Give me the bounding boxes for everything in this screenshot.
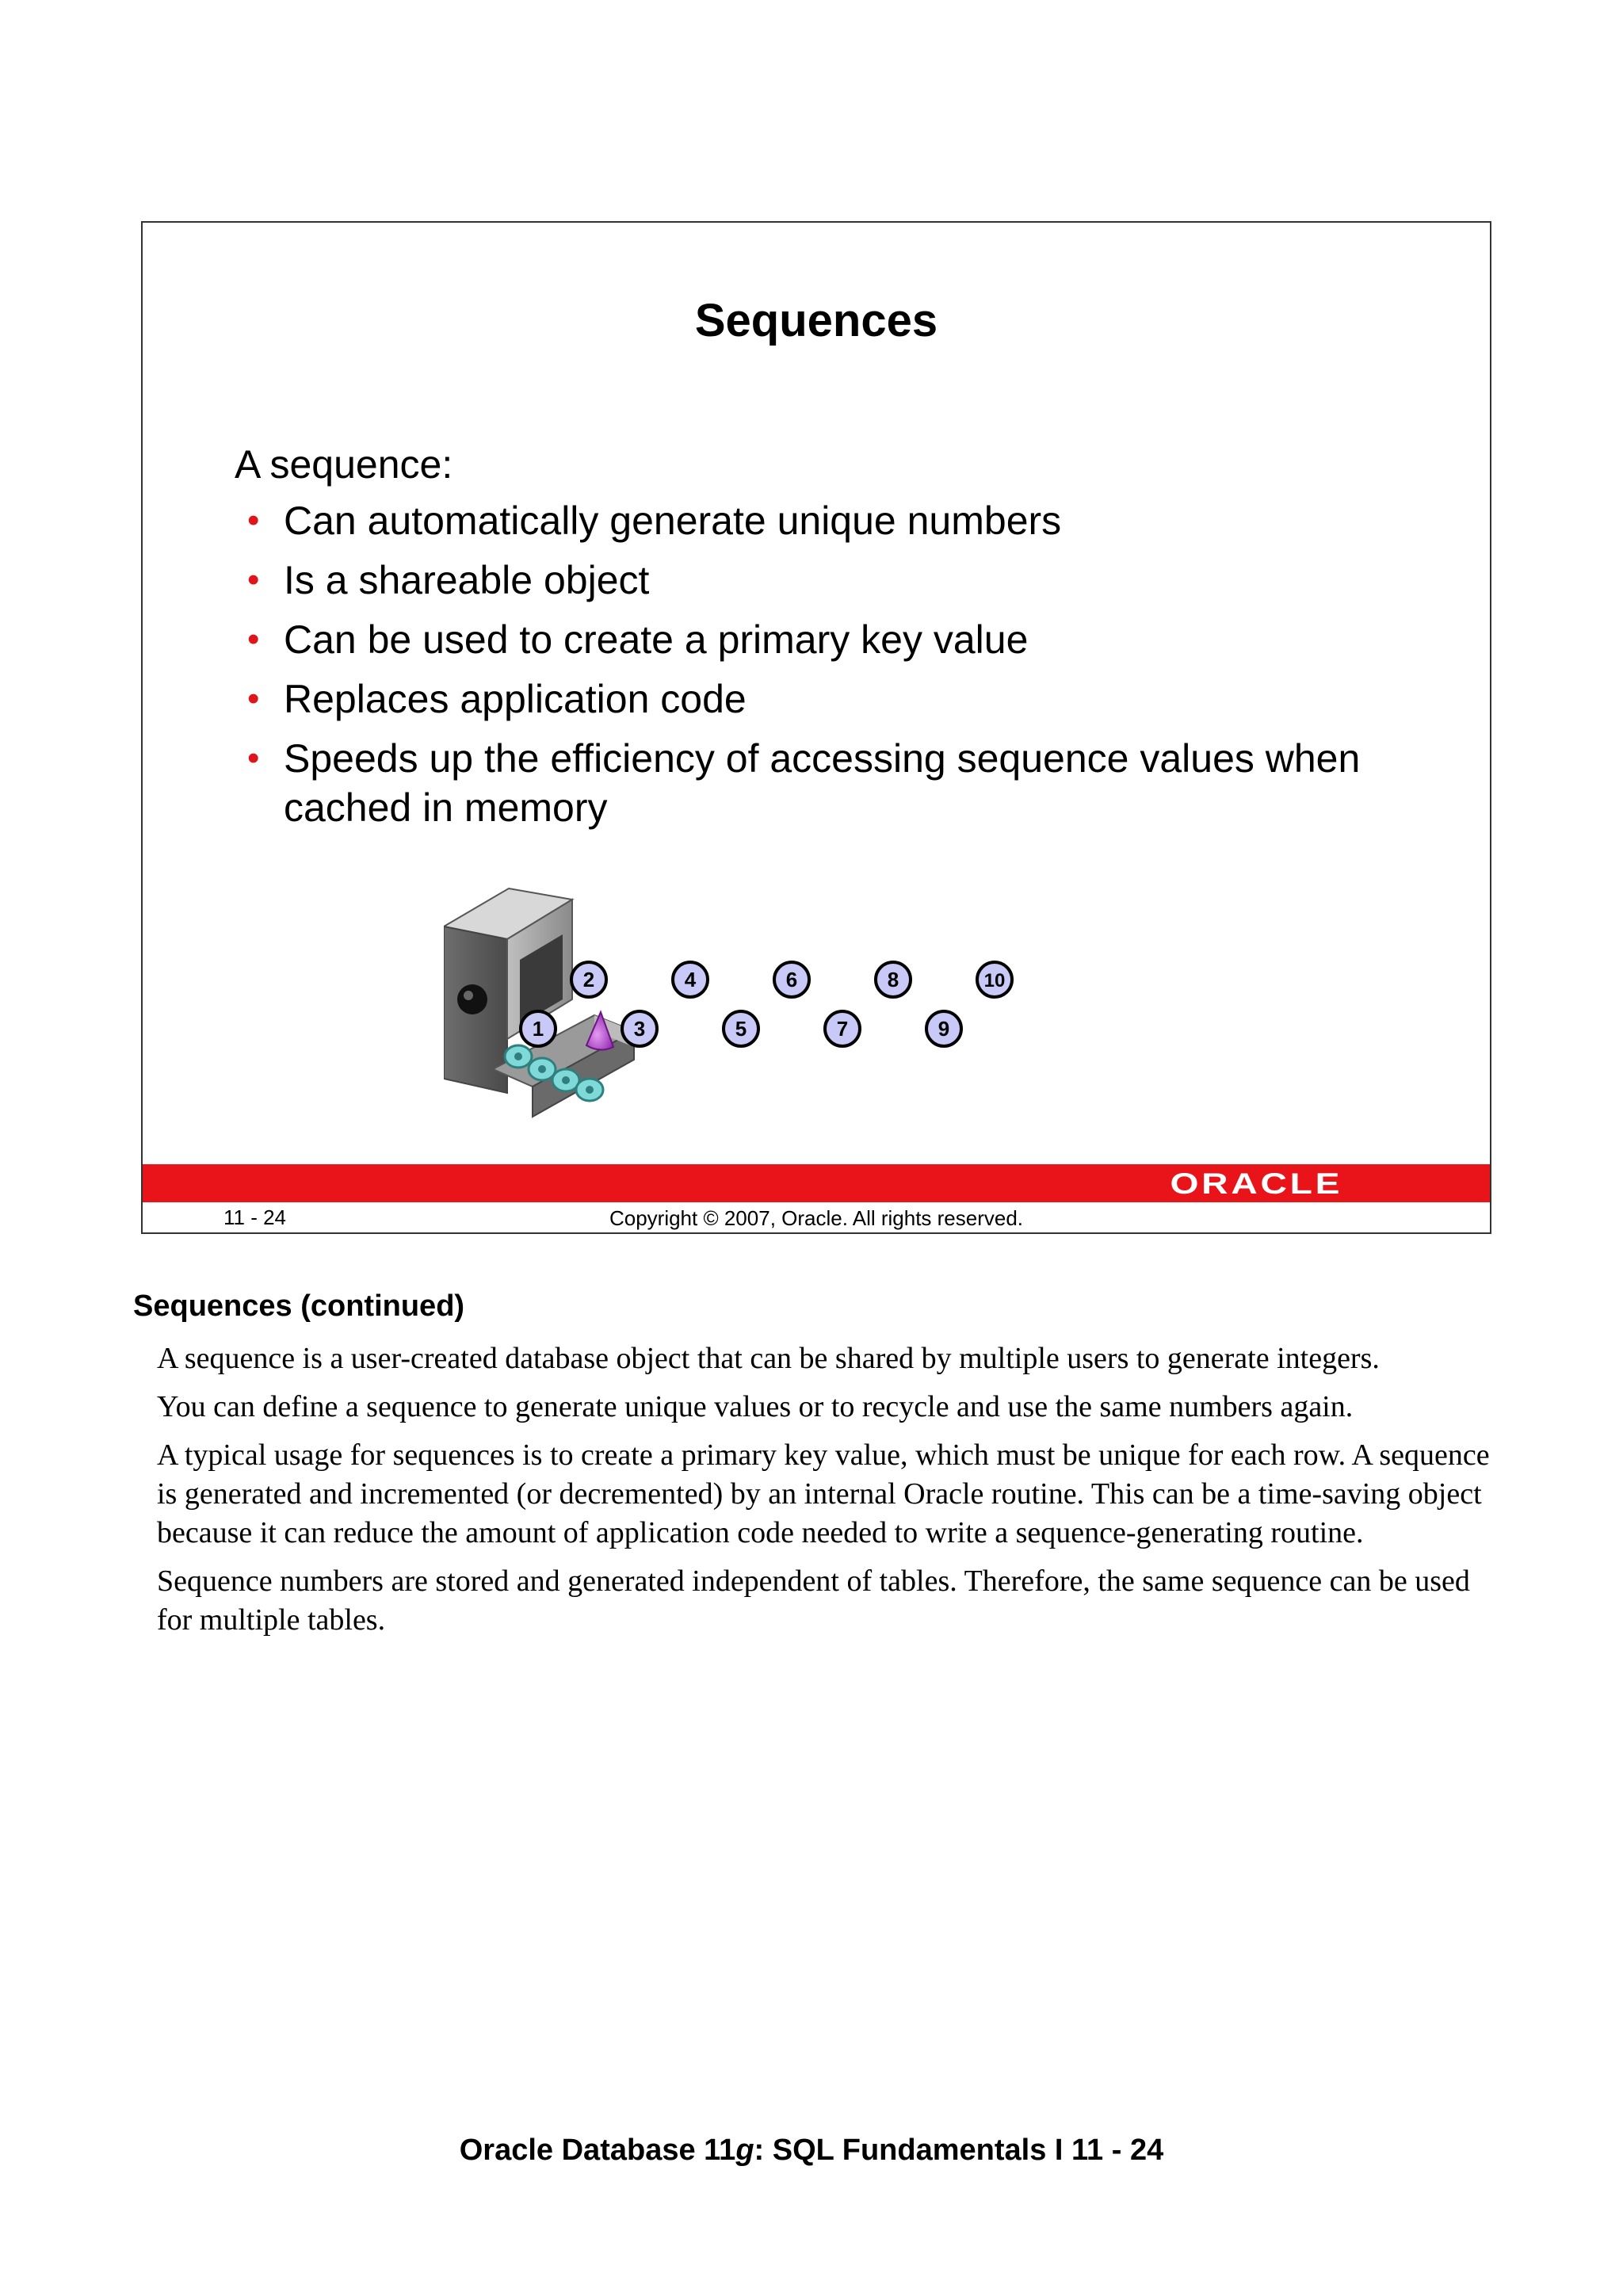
bullet-item — [247, 615, 1393, 664]
bullet-item — [247, 556, 1393, 605]
sequence-number-9 — [926, 1011, 961, 1046]
sequence-number-8 — [876, 962, 911, 997]
sequence-generator-illustration — [444, 881, 1316, 1118]
bullet-text: Can be used to create a primary key value — [284, 617, 1029, 662]
notes-heading: Sequences (continued) — [133, 1289, 465, 1323]
slide-footer — [143, 1202, 1490, 1234]
bullet-item — [247, 674, 1393, 724]
oracle-logo: ORACLE — [1170, 1167, 1342, 1200]
bullet-dot-icon: • — [247, 739, 260, 777]
bullet-dot-icon: • — [247, 620, 260, 659]
bullet-list — [247, 496, 1393, 842]
sequence-number-label: 1 — [532, 1017, 544, 1041]
notes-paragraph: A typical usage for sequences is to create a primary key value, which must be unique for each row. A sequence is generated and incremented (or decremented) by an internal Oracle routine. This can be a time-saving object because it can reduce the amount of application code needed to write a sequence-generating routine. — [157, 1438, 1490, 1549]
slide — [141, 221, 1491, 1234]
sequence-number-label: 5 — [735, 1017, 747, 1041]
sequence-number-7 — [825, 1011, 860, 1046]
bullet-dot-icon: • — [247, 560, 260, 599]
sequence-number-4 — [673, 962, 708, 997]
copyright-text: Copyright © 2007, Oracle. All rights reserved. — [609, 1206, 1024, 1230]
footer-prefix: Oracle Database 11 — [459, 2134, 736, 2167]
sequence-number-label: 6 — [785, 968, 798, 991]
bullet-dot-icon: • — [247, 501, 260, 540]
sequence-number-1 — [521, 1011, 556, 1046]
slide-intro: A sequence: — [235, 442, 453, 487]
sequence-number-label: 9 — [938, 1017, 950, 1041]
sequence-number-2 — [571, 962, 606, 997]
sequence-number-label: 7 — [836, 1017, 849, 1041]
bullet-item — [247, 496, 1393, 545]
bullet-text: Replaces application code — [284, 677, 747, 721]
sequence-number-label: 4 — [684, 968, 697, 991]
sequence-number-label: 3 — [633, 1017, 646, 1041]
slide-title: Sequences — [694, 295, 938, 346]
sequence-number-3 — [622, 1011, 657, 1046]
notes-paragraph: You can define a sequence to generate unique values or to recycle and use the same numbers again. — [157, 1390, 1354, 1423]
sequence-number-6 — [774, 962, 809, 997]
sequence-number-5 — [724, 1011, 758, 1046]
page-footer — [0, 2134, 1623, 2168]
notes-paragraph: A sequence is a user-created database object that can be shared by multiple users to generate integers. — [157, 1342, 1380, 1375]
sequence-number-label: 2 — [582, 968, 595, 991]
red-footer-bar — [143, 1164, 1490, 1202]
notes-body — [157, 1339, 1504, 1649]
bullet-dot-icon: • — [247, 679, 260, 718]
slide-number: 11 - 24 — [223, 1205, 287, 1229]
bullet-text: Is a shareable object — [284, 558, 650, 602]
bullet-text: Speeds up the efficiency of accessing sequence values when cached in memory — [284, 736, 1361, 830]
sequence-number-label: 10 — [983, 970, 1006, 991]
sequence-number-label: 8 — [887, 968, 899, 991]
notes-paragraph: Sequence numbers are stored and generated independent of tables. Therefore, the same sequence can be used for multiple tables. — [157, 1564, 1470, 1637]
bullet-item — [247, 734, 1393, 832]
machine-icon — [444, 888, 634, 1117]
footer-italic: g — [735, 2134, 754, 2167]
sequence-number-10 — [977, 962, 1012, 997]
bullet-text: Can automatically generate unique numbers — [284, 499, 1062, 543]
footer-suffix: : SQL Fundamentals I 11 - 24 — [754, 2134, 1164, 2167]
